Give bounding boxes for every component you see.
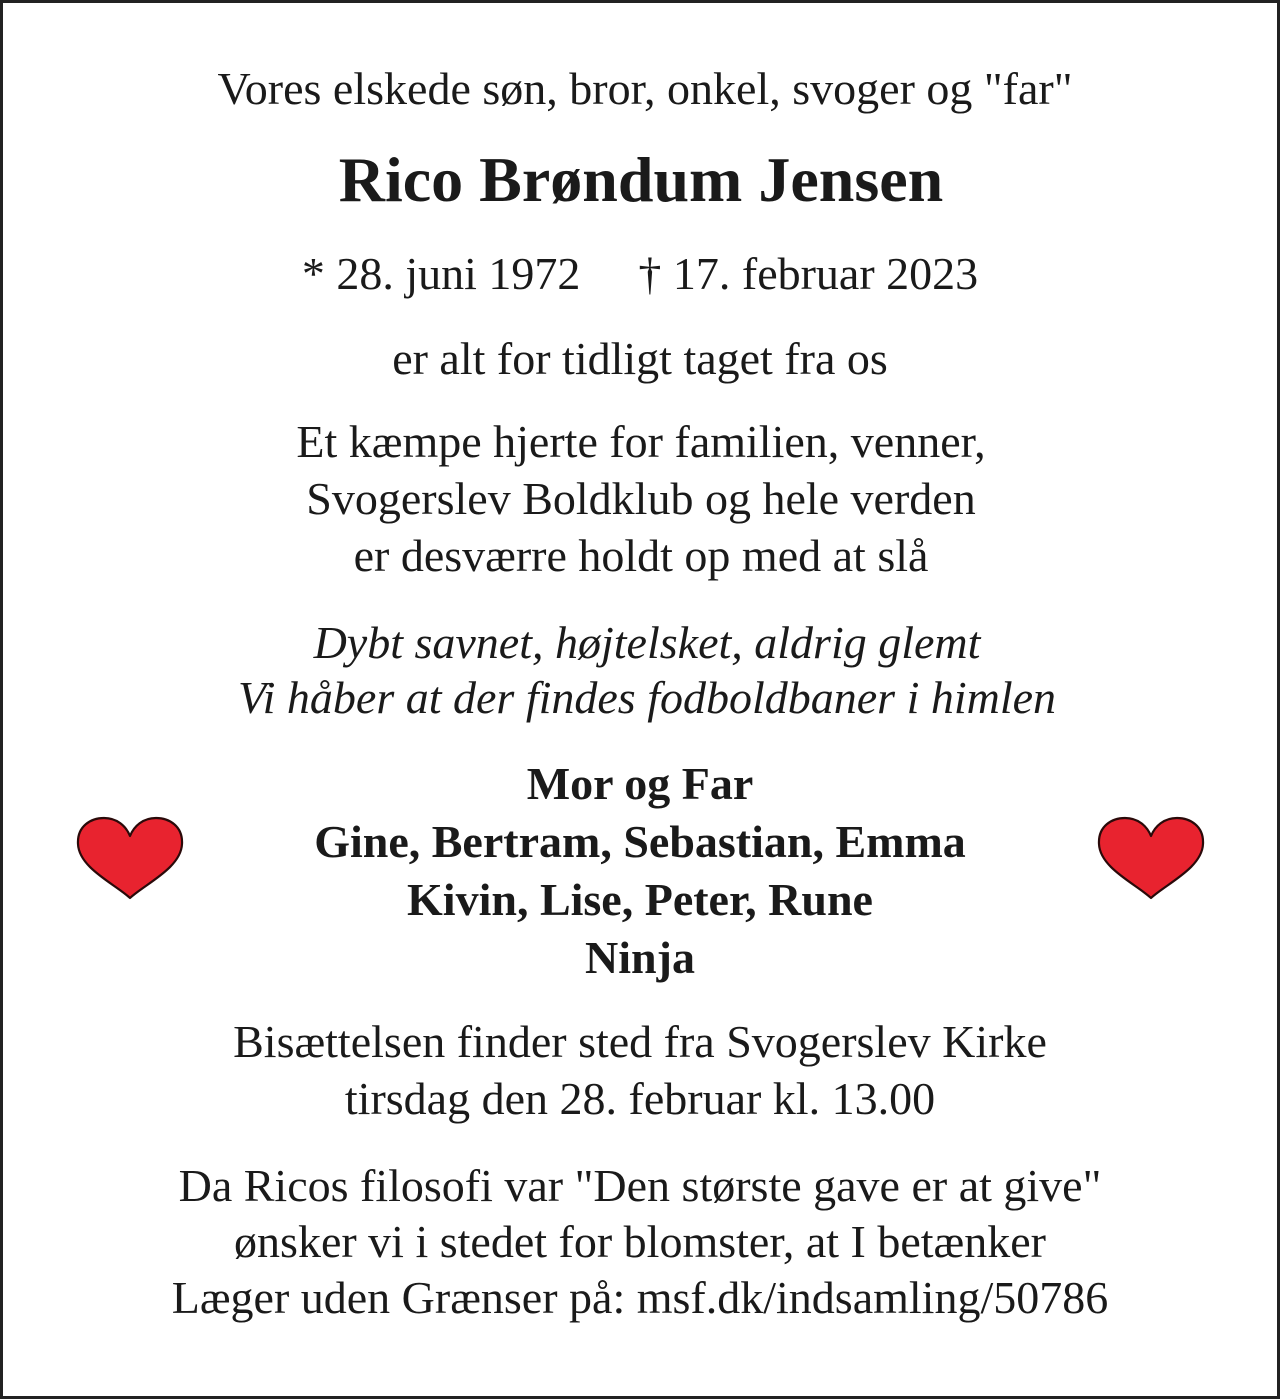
quote-line: Vi håber at der findes fodboldbaner i himlen: [237, 672, 1057, 723]
quote-paragraph: [7, 615, 1280, 725]
donation-info: [0, 1158, 1280, 1326]
funeral-line: Bisættelsen finder sted fra Svogerslev Kirke: [233, 1016, 1047, 1067]
donation-line: ønsker vi i stedet for blomster, at I betænker: [234, 1216, 1046, 1267]
intro-line: Vores elskede søn, bror, onkel, svoger og "far": [217, 63, 1073, 114]
family-signatures: [0, 755, 1280, 987]
donation-line: Læger uden Grænser på: msf.dk/indsamling/50786: [171, 1272, 1109, 1323]
death-date: † 17. februar 2023: [638, 248, 979, 299]
tribute-line: Svogerslev Boldklub og hele verden: [306, 473, 976, 524]
funeral-info: [0, 1013, 1280, 1127]
family-line: Mor og Far: [526, 758, 754, 809]
quote-line: Dybt savnet, højtelsket, aldrig glemt: [313, 617, 981, 668]
family-line: Kivin, Lise, Peter, Rune: [407, 874, 873, 925]
heart-icon: [75, 816, 185, 900]
tribute-line: er desværre holdt op med at slå: [353, 530, 929, 581]
life-dates: [0, 247, 1280, 301]
tribute-paragraph: [1, 413, 1280, 584]
family-line: Gine, Bertram, Sebastian, Emma: [314, 816, 966, 867]
birth-date: * 28. juni 1972: [301, 248, 581, 299]
funeral-line: tirsdag den 28. februar kl. 13.00: [344, 1073, 936, 1124]
deceased-name: Rico Brøndum Jensen: [338, 144, 944, 215]
tribute-line: Et kæmpe hjerte for familien, venner,: [296, 416, 986, 467]
taken-early-line: er alt for tidligt taget fra os: [392, 333, 888, 384]
family-line: Ninja: [585, 932, 695, 983]
heart-icon: [1096, 816, 1206, 900]
donation-line: Da Ricos filosofi var "Den største gave er at give": [178, 1160, 1102, 1211]
